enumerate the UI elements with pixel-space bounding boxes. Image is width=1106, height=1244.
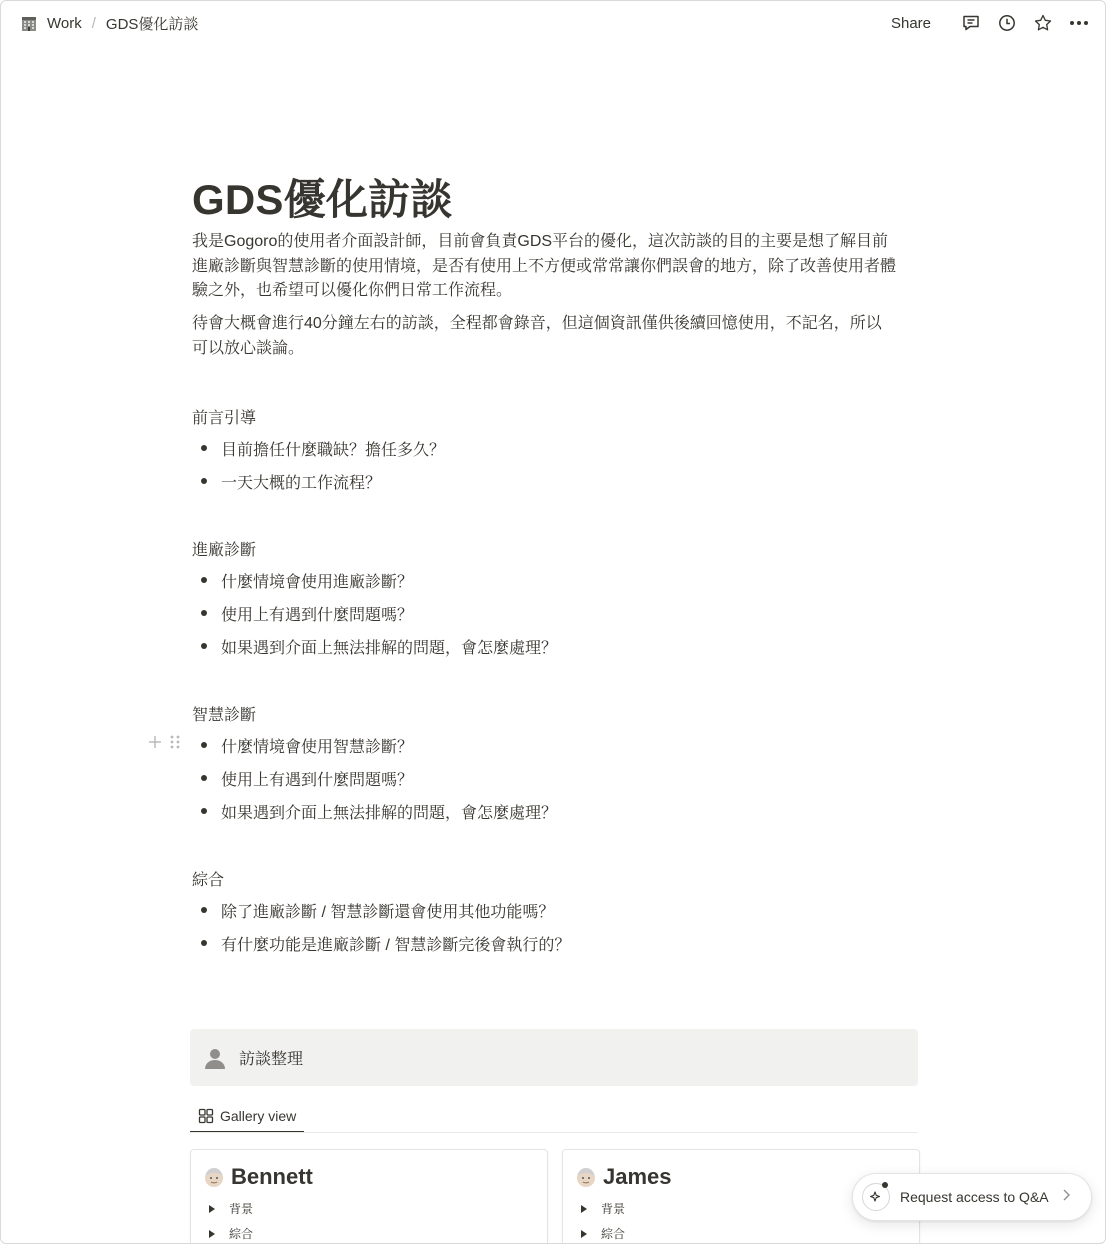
intro-line: 進廠診斷與智慧診斷的使用情境，是否有使用上不方便或常常讓你們誤會的地方，除了改善使用者體	[192, 257, 897, 275]
page-title[interactable]: GDS優化訪談	[192, 176, 453, 223]
toggle-label: 背景	[601, 1202, 626, 1216]
top-bar	[1, 1, 1105, 46]
section-heading[interactable]: 智慧診斷	[192, 707, 257, 724]
tab-gallery-view[interactable]	[190, 1101, 304, 1133]
toggle-item[interactable]	[581, 1200, 625, 1217]
toggle-label: 綜合	[601, 1227, 626, 1241]
face-icon	[203, 1166, 225, 1188]
note-line: 可以放心談論。	[192, 339, 305, 357]
card-title	[575, 1164, 672, 1190]
list-item[interactable]	[201, 436, 445, 460]
list-item[interactable]	[201, 931, 570, 955]
qa-label: Request access to Q&A	[900, 1189, 1049, 1205]
card-title	[203, 1164, 313, 1190]
section-heading[interactable]: 前言引導	[192, 410, 257, 427]
tab-divider	[190, 1132, 918, 1133]
bullet-dot	[201, 775, 207, 781]
sparkle-icon	[862, 1183, 890, 1211]
gallery-grid-icon	[198, 1108, 214, 1124]
comment-icon[interactable]	[959, 11, 983, 35]
list-item-text: 一天大概的工作流程？	[221, 474, 382, 492]
database-callout[interactable]	[190, 1029, 918, 1086]
intro-paragraph[interactable]	[192, 230, 920, 304]
toggle-triangle-icon	[581, 1230, 587, 1238]
toggle-label: 綜合	[229, 1227, 254, 1241]
bullet-dot	[201, 808, 207, 814]
list-item-text: 如果遇到介面上無法排解的問題，會怎麼處理？	[221, 639, 558, 657]
toggle-triangle-icon	[581, 1205, 587, 1213]
bullet-dot	[201, 907, 207, 913]
card-name: Bennett	[231, 1164, 313, 1189]
tab-label: Gallery view	[220, 1108, 297, 1124]
bullet-dot	[201, 577, 207, 583]
intro-line: 驗之外，也希望可以優化你們日常工作流程。	[192, 282, 513, 299]
breadcrumb-separator: /	[91, 15, 96, 32]
drag-handle-icon[interactable]	[169, 734, 181, 755]
building-icon	[20, 15, 38, 33]
toggle-item[interactable]	[209, 1200, 253, 1217]
bullet-dot	[201, 742, 207, 748]
breadcrumb-item-current-page[interactable]: GDS優化訪談	[105, 16, 199, 33]
toggle-triangle-icon	[209, 1205, 215, 1213]
chevron-right-icon	[1061, 1188, 1071, 1207]
list-item-text: 有什麼功能是進廠診斷 / 智慧診斷完後會執行的？	[221, 936, 571, 954]
list-item[interactable]	[201, 766, 413, 790]
toggle-label: 背景	[229, 1202, 254, 1216]
toggle-item[interactable]	[209, 1225, 253, 1242]
list-item[interactable]	[201, 568, 413, 592]
card-name: James	[603, 1164, 672, 1189]
toggle-triangle-icon	[209, 1230, 215, 1238]
bullet-dot	[201, 643, 207, 649]
list-item-text: 目前擔任什麼職缺？擔任多久？	[221, 441, 446, 459]
breadcrumb	[20, 13, 199, 34]
list-item[interactable]	[201, 898, 554, 922]
add-block-icon[interactable]	[147, 734, 163, 755]
clock-icon[interactable]	[995, 11, 1019, 35]
star-icon[interactable]	[1031, 11, 1055, 35]
bullet-dot	[201, 940, 207, 946]
section-heading[interactable]: 進廠診斷	[192, 542, 257, 559]
block-handles	[147, 734, 181, 755]
gallery-card[interactable]	[190, 1149, 548, 1244]
section-heading[interactable]: 綜合	[192, 872, 225, 889]
list-item-text: 什麼情境會使用進廠診斷？	[221, 573, 414, 591]
list-item[interactable]	[201, 733, 413, 757]
note-paragraph[interactable]	[192, 312, 920, 361]
note-line: 待會大概會進行40分鐘左右的訪談，全程都會錄音，但這個資訊僅供後續回憶使用，不記名，所以	[192, 315, 882, 332]
list-item[interactable]	[201, 799, 557, 823]
share-button[interactable]: Share	[890, 14, 931, 32]
topbar-actions	[891, 11, 1091, 35]
toggle-item[interactable]	[581, 1225, 625, 1242]
list-item[interactable]	[201, 601, 413, 625]
list-item-text: 使用上有遇到什麼問題嗎？	[221, 606, 414, 624]
bullet-dot	[201, 610, 207, 616]
face-icon	[575, 1166, 597, 1188]
list-item-text: 什麼情境會使用智慧診斷？	[221, 738, 414, 756]
bullet-dot	[201, 478, 207, 484]
person-icon	[203, 1046, 227, 1070]
list-item[interactable]	[201, 469, 381, 493]
breadcrumb-item-work[interactable]: Work	[47, 15, 82, 32]
list-item-text: 除了進廠診斷 / 智慧診斷還會使用其他功能嗎？	[221, 903, 555, 921]
list-item-text: 使用上有遇到什麼問題嗎？	[221, 771, 414, 789]
request-qa-button[interactable]	[852, 1173, 1092, 1221]
list-item-text: 如果遇到介面上無法排解的問題，會怎麼處理？	[221, 804, 558, 822]
list-item[interactable]	[201, 634, 557, 658]
bullet-dot	[201, 445, 207, 451]
intro-line: 我是Gogoro的使用者介面設計師，目前會負責GDS平台的優化，這次訪談的目的主要是想了解目前	[192, 233, 889, 250]
more-icon[interactable]	[1067, 11, 1091, 35]
database-title: 訪談整理	[239, 1051, 304, 1068]
